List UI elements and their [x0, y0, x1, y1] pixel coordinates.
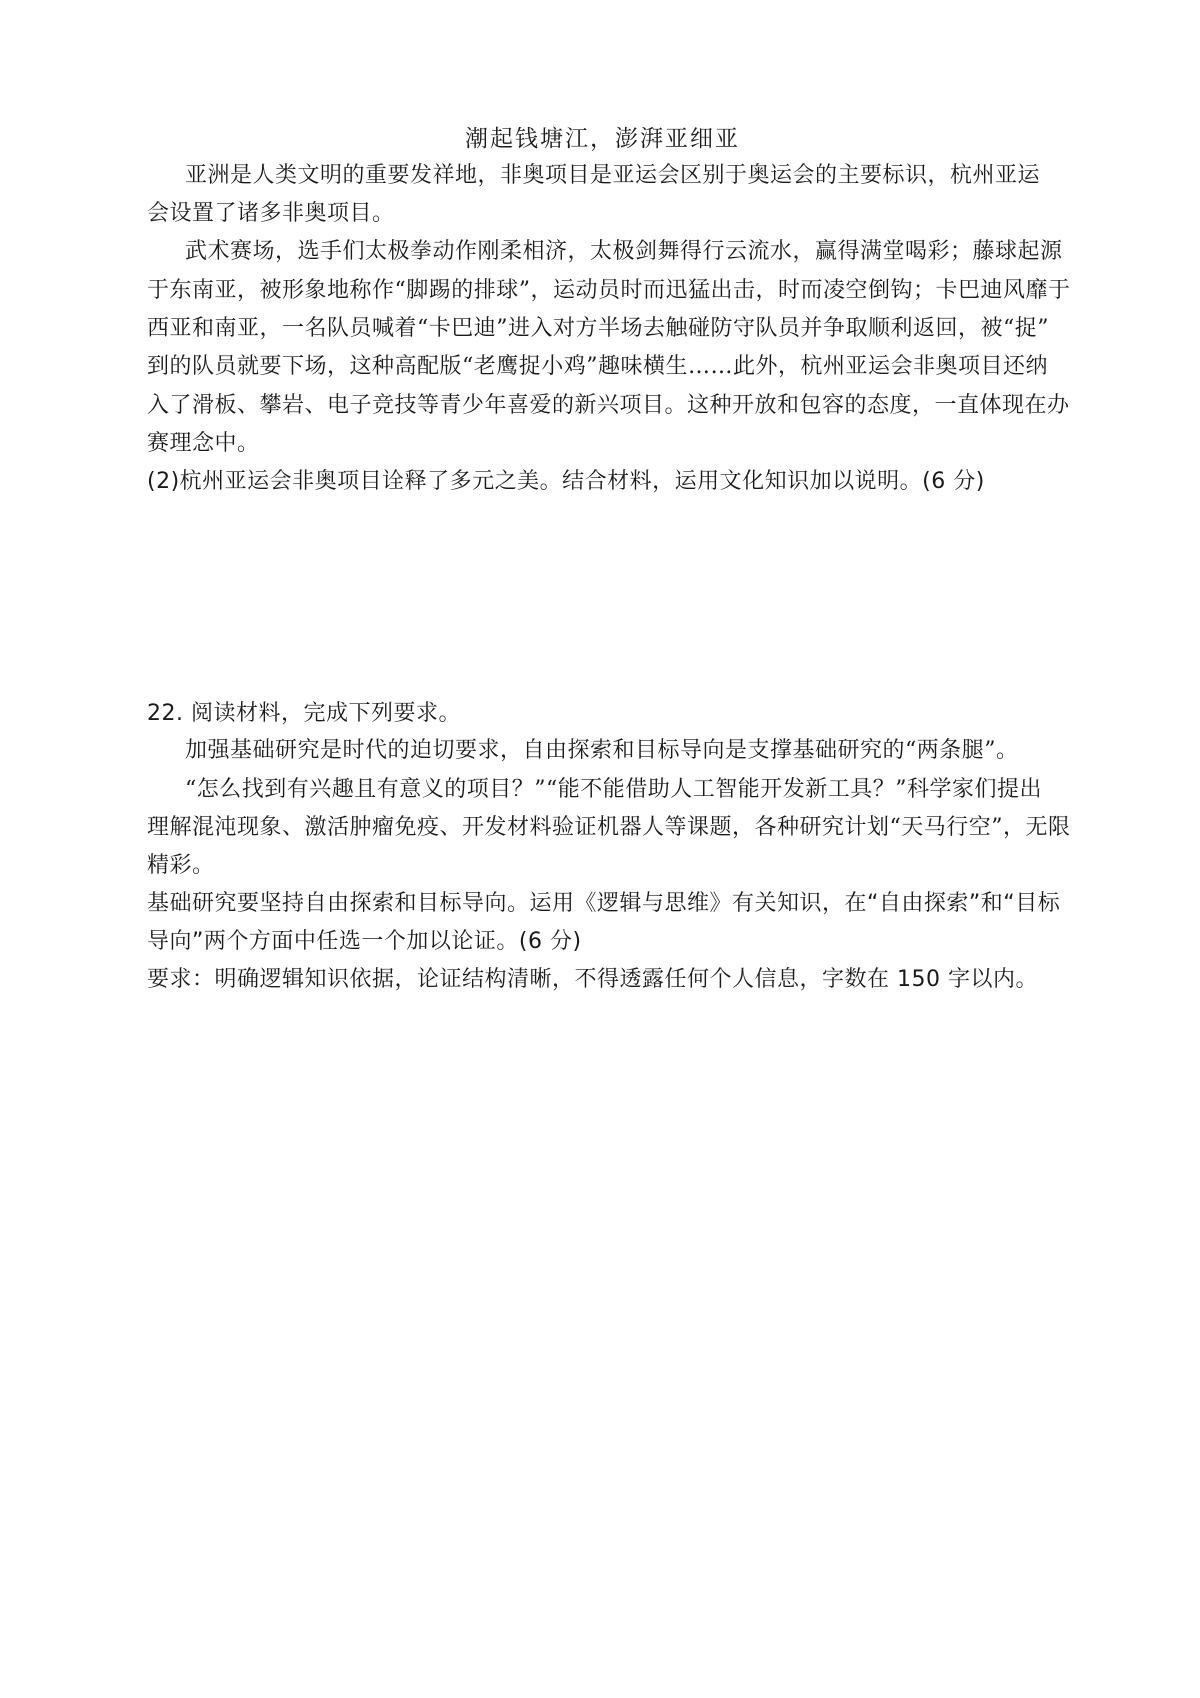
passage-p2-line-2: 于东南亚，被形象地称作“脚踢的排球”，运动员时而迅猛出击，时而凌空倒钩；卡巴迪风靡于 — [147, 278, 1071, 303]
passage-p1-line-1: 亚洲是人类文明的重要发祥地，非奥项目是亚运会区别于奥运会的主要标识，杭州亚运 — [185, 163, 1041, 188]
question-22-task-line-2: 导向”两个方面中任选一个加以论证。(6 分) — [147, 929, 582, 954]
passage-p1-line-2: 会设置了诸多非奥项目。 — [147, 201, 395, 226]
passage-p2-line-1: 武术赛场，选手们太极拳动作刚柔相济，太极剑舞得行云流水，赢得满堂喝彩；藤球起源 — [185, 239, 1063, 264]
question-22-requirement: 要求：明确逻辑知识依据，论证结构清晰，不得透露任何个人信息，字数在 150 字以内。 — [147, 967, 1038, 992]
question-22-p1: 加强基础研究是时代的迫切要求，自由探索和目标导向是支撑基础研究的“两条腿”。 — [185, 738, 1019, 763]
question-22-p2-line-2: 理解混沌现象、激活肿瘤免疫、开发材料验证机器人等课题，各种研究计划“天马行空”，无限 — [147, 815, 1071, 840]
question-22-task-line-1: 基础研究要坚持自由探索和目标导向。运用《逻辑与思维》有关知识，在“自由探索”和“目标 — [147, 891, 1061, 916]
question-22-p2-line-3: 精彩。 — [147, 853, 215, 878]
passage-p2-line-4: 到的队员就要下场，这种高配版“老鹰捉小鸡”趣味横生……此外，杭州亚运会非奥项目还纳 — [147, 354, 1048, 379]
passage-p2-line-5: 入了滑板、攀岩、电子竞技等青少年喜爱的新兴项目。这种开放和包容的态度，一直体现在办 — [147, 393, 1070, 418]
question-2-prompt: (2)杭州亚运会非奥项目诠释了多元之美。结合材料，运用文化知识加以说明。(6 分) — [147, 469, 985, 494]
question-22-p2-line-1: “怎么找到有兴趣且有意义的项目？”“能不能借助人工智能开发新工具？”科学家们提出 — [185, 777, 1042, 802]
passage-p2-line-3: 西亚和南亚，一名队员喊着“卡巴迪”进入对方半场去触碰防守队员并争取顺利返回，被“捉” — [147, 316, 1049, 341]
passage-title: 潮起钱塘江，澎湃亚细亚 — [465, 126, 740, 152]
passage-p2-line-6: 赛理念中。 — [147, 431, 260, 456]
question-22-heading: 22. 阅读材料，完成下列要求。 — [147, 701, 461, 726]
